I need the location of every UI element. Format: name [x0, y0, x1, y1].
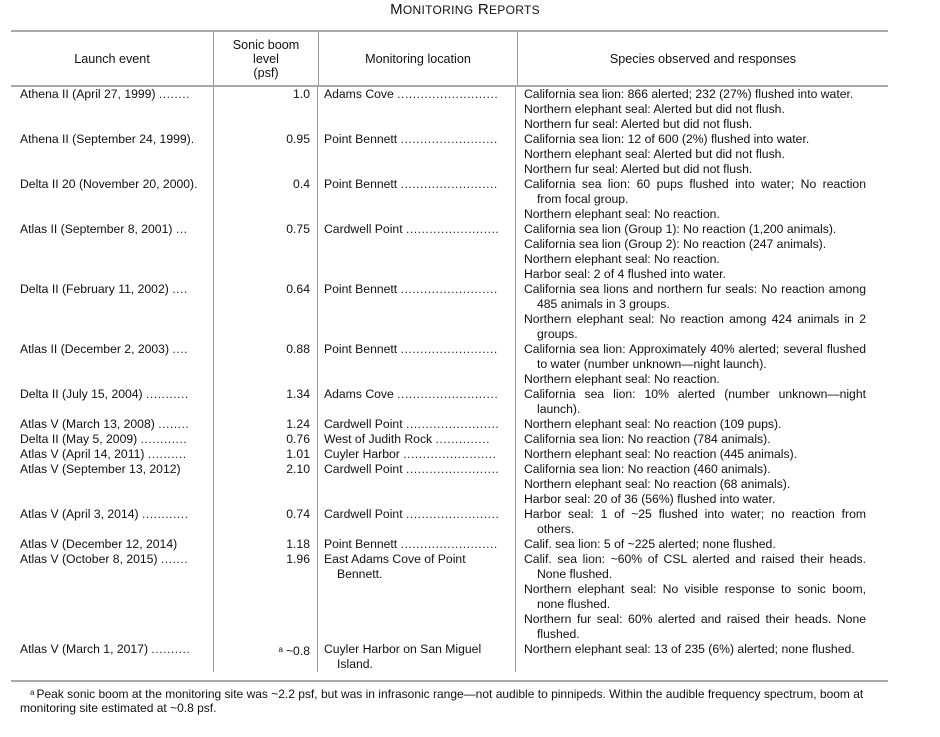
- header-monitoring-location: Monitoring location: [318, 32, 517, 85]
- monitoring-location: [324, 222, 515, 237]
- monitoring-location: [324, 462, 515, 477]
- monitoring-location-cell: [317, 387, 515, 417]
- monitoring-location-cell: [317, 282, 515, 342]
- header-launch-event: Launch event: [74, 51, 150, 66]
- header-line: (psf): [253, 65, 279, 80]
- dot-leader: .........................: [400, 537, 498, 551]
- footnote-marker: a: [30, 688, 35, 697]
- species-responses-cell: [515, 642, 888, 672]
- species-responses-cell: [515, 507, 888, 537]
- monitoring-location-text: Point Bennett: [324, 537, 398, 551]
- species-response: Calif. sea lion: 5 of ~225 alerted; none flushed.: [524, 537, 776, 551]
- table-row: [11, 552, 888, 642]
- launch-event: [20, 537, 207, 552]
- species-responses-cell: [515, 537, 888, 552]
- dot-leader: ........: [158, 87, 190, 101]
- dot-leader: ...: [175, 222, 188, 236]
- launch-event-text: Atlas V (September 13, 2012): [20, 462, 181, 476]
- species-response: California sea lion: No reaction (460 animals).: [524, 462, 771, 476]
- dot-leader: ........................: [403, 447, 497, 461]
- launch-event-text: Athena II (September 24, 1999).: [20, 132, 195, 146]
- monitoring-location-text: Adams Cove: [324, 387, 394, 401]
- sonic-boom-level-cell: [213, 132, 317, 177]
- launch-event-cell: [11, 222, 213, 282]
- launch-event: [20, 642, 207, 657]
- launch-event-cell: [11, 387, 213, 417]
- footnote-divider: [11, 680, 888, 682]
- species-response: California sea lion: 10% alerted (number unknown—night launch).: [524, 387, 866, 416]
- table-header: [11, 32, 888, 87]
- sonic-boom-level-cell: [213, 342, 317, 387]
- monitoring-location-cell: [317, 432, 515, 447]
- monitoring-location: [324, 387, 515, 402]
- launch-event: [20, 432, 207, 447]
- monitoring-location: [324, 432, 515, 447]
- species-response: Northern fur seal: Alerted but did not flush.: [524, 117, 753, 131]
- species-responses-cell: [515, 342, 888, 387]
- launch-event-text: Atlas V (March 13, 2008): [20, 417, 155, 431]
- launch-event-text: Atlas II (September 8, 2001): [20, 222, 173, 236]
- table-row: [11, 132, 888, 177]
- launch-event: [20, 417, 207, 432]
- monitoring-location: [324, 537, 515, 552]
- launch-event-cell: [11, 537, 213, 552]
- launch-event: [20, 462, 207, 477]
- table-row: [11, 387, 888, 417]
- monitoring-location-text: East Adams Cove of Point Bennett.: [324, 552, 466, 581]
- species-response: Calif. sea lion: ~60% of CSL alerted and raised their heads. None flushed.: [524, 552, 866, 581]
- sonic-boom-level: 1.18: [286, 537, 310, 551]
- launch-event-cell: [11, 417, 213, 432]
- launch-event-cell: [11, 642, 213, 672]
- sonic-boom-level-cell: [213, 642, 317, 672]
- monitoring-location: [324, 642, 515, 672]
- dot-leader: ..........................: [397, 87, 499, 101]
- sonic-boom-level: 0.88: [286, 342, 310, 356]
- dot-leader: ............: [140, 432, 188, 446]
- launch-event-cell: [11, 177, 213, 222]
- species-response: Northern elephant seal: No reaction.: [524, 207, 720, 221]
- species-responses-cell: [515, 87, 888, 132]
- species-response: Northern elephant seal: No reaction (68 animals).: [524, 477, 791, 491]
- sonic-boom-level-cell: [213, 537, 317, 552]
- sonic-boom-level-cell: [213, 417, 317, 432]
- monitoring-location-text: Cuyler Harbor on San Miguel Island.: [324, 642, 482, 671]
- title-initial: R: [477, 1, 489, 18]
- species-response: California sea lion: 60 pups flushed into water; No reaction from focal group.: [524, 177, 866, 206]
- sonic-boom-level: 0.95: [286, 132, 310, 146]
- sonic-boom-level: 0.4: [293, 177, 310, 191]
- sonic-boom-level-cell: [213, 177, 317, 222]
- monitoring-location-cell: [317, 132, 515, 177]
- launch-event-text: Delta II (July 15, 2004): [20, 387, 143, 401]
- launch-event-cell: [11, 87, 213, 132]
- species-responses-cell: [515, 447, 888, 462]
- dot-leader: ....: [172, 342, 188, 356]
- dot-leader: ..........................: [397, 387, 499, 401]
- sonic-boom-level-cell: [213, 462, 317, 507]
- table-row: [11, 342, 888, 387]
- sonic-boom-level: 0.64: [286, 282, 310, 296]
- dot-leader: ........: [158, 417, 190, 431]
- launch-event: [20, 87, 207, 102]
- launch-event: [20, 177, 207, 192]
- monitoring-location-text: Adams Cove: [324, 87, 394, 101]
- sonic-boom-level-cell: [213, 432, 317, 447]
- species-responses-cell: [515, 222, 888, 282]
- sonic-boom-level: 2.10: [286, 462, 310, 476]
- species-response: Northern fur seal: Alerted but did not flush.: [524, 162, 753, 176]
- monitoring-location-cell: [317, 552, 515, 642]
- launch-event: [20, 447, 207, 462]
- species-response: California sea lion: 12 of 600 (2%) flushed into water.: [524, 132, 810, 146]
- dot-leader: .........................: [400, 177, 498, 191]
- launch-event: [20, 507, 207, 522]
- sonic-boom-level: 1.0: [293, 87, 310, 101]
- launch-event-text: Atlas II (December 2, 2003): [20, 342, 170, 356]
- species-responses-cell: [515, 417, 888, 432]
- species-response: California sea lion: Approximately 40% alerted; several flushed to water (number unknown—night launch).: [524, 342, 866, 371]
- dot-leader: .........................: [400, 132, 498, 146]
- launch-event-cell: [11, 447, 213, 462]
- monitoring-location: [324, 132, 515, 147]
- dot-leader: .......: [160, 552, 189, 566]
- monitoring-location: [324, 447, 515, 462]
- species-response: Northern elephant seal: Alerted but did not flush.: [524, 147, 785, 161]
- monitoring-location: [324, 177, 515, 192]
- header-line: Sonic boom: [232, 37, 300, 52]
- monitoring-location-text: Point Bennett: [324, 132, 398, 146]
- species-response: Harbor seal: 1 of ~25 flushed into water; no reaction from others.: [524, 507, 866, 536]
- species-response: Northern fur seal: 60% alerted and raised their heads. None flushed.: [524, 612, 866, 641]
- monitoring-location-cell: [317, 507, 515, 537]
- species-response: Northern elephant seal: Alerted but did not flush.: [524, 102, 785, 116]
- sonic-boom-level: 1.34: [286, 387, 310, 401]
- monitoring-location: [324, 552, 515, 582]
- table-row: [11, 417, 888, 432]
- launch-event-text: Atlas V (December 12, 2014): [20, 537, 178, 551]
- sonic-boom-level-cell: [213, 387, 317, 417]
- monitoring-location-text: Point Bennett: [324, 342, 398, 356]
- launch-event-text: Atlas V (October 8, 2015): [20, 552, 158, 566]
- table-row: [11, 642, 888, 672]
- species-responses-cell: [515, 282, 888, 342]
- footnote: [20, 686, 888, 715]
- dot-leader: ..............: [435, 432, 490, 446]
- table-row: [11, 507, 888, 537]
- monitoring-location-cell: [317, 642, 515, 672]
- header-species: Species observed and responses: [517, 32, 888, 85]
- monitoring-location-text: Point Bennett: [324, 177, 398, 191]
- table-row: [11, 447, 888, 462]
- monitoring-location-cell: [317, 177, 515, 222]
- monitoring-location-cell: [317, 462, 515, 507]
- sonic-boom-level-cell: [213, 552, 317, 642]
- dot-leader: ...........: [146, 387, 189, 401]
- monitoring-location-cell: [317, 87, 515, 132]
- species-response: Northern elephant seal: No reaction (445 animals).: [524, 447, 798, 461]
- monitoring-location-cell: [317, 537, 515, 552]
- species-responses-cell: [515, 132, 888, 177]
- table-row: [11, 432, 888, 447]
- species-response: Harbor seal: 20 of 36 (56%) flushed into water.: [524, 492, 776, 506]
- footnote-text: Peak sonic boom at the monitoring site was ~2.2 psf, but was in infrasonic range—not audible to pinnipeds. Within the audible frequency spectrum, boom at monitoring site estimated at ~0.8 psf.: [20, 687, 864, 715]
- dot-leader: ............: [141, 507, 189, 521]
- monitoring-location-cell: [317, 447, 515, 462]
- launch-event: [20, 552, 207, 567]
- launch-event-cell: [11, 282, 213, 342]
- monitoring-location-cell: [317, 342, 515, 387]
- launch-event-text: Atlas V (March 1, 2017): [20, 642, 149, 656]
- sonic-boom-level: ~0.8: [285, 644, 310, 658]
- launch-event: [20, 387, 207, 402]
- monitoring-reports-table: [11, 30, 888, 672]
- launch-event: [20, 222, 207, 237]
- species-responses-cell: [515, 462, 888, 507]
- sonic-boom-level-cell: [213, 507, 317, 537]
- species-responses-cell: [515, 552, 888, 642]
- species-response: Northern elephant seal: No visible response to sonic boom, none flushed.: [524, 582, 866, 611]
- monitoring-location-text: Cardwell Point: [324, 462, 403, 476]
- table-row: [11, 282, 888, 342]
- footnote-reference: a: [278, 645, 283, 654]
- species-response: Northern elephant seal: No reaction (109 pups).: [524, 417, 782, 431]
- sonic-boom-level-cell: [213, 447, 317, 462]
- monitoring-location-text: Point Bennett: [324, 282, 398, 296]
- monitoring-location-text: Cardwell Point: [324, 507, 403, 521]
- launch-event-text: Atlas V (April 14, 2011): [20, 447, 145, 461]
- monitoring-location: [324, 342, 515, 357]
- monitoring-location-cell: [317, 222, 515, 282]
- table-row: [11, 87, 888, 132]
- sonic-boom-level: 0.74: [286, 507, 310, 521]
- launch-event: [20, 132, 207, 147]
- launch-event-cell: [11, 462, 213, 507]
- launch-event-cell: [11, 432, 213, 447]
- species-response: California sea lion (Group 2): No reaction (247 animals).: [524, 237, 827, 251]
- launch-event-cell: [11, 342, 213, 387]
- sonic-boom-level: 1.96: [286, 552, 310, 566]
- dot-leader: ........................: [405, 462, 500, 476]
- sonic-boom-level: 0.75: [286, 222, 310, 236]
- species-response: California sea lion (Group 1): No reaction (1,200 animals).: [524, 222, 837, 236]
- sonic-boom-level-cell: [213, 87, 317, 132]
- species-response: Northern elephant seal: No reaction.: [524, 372, 720, 386]
- title-word: ONITORING: [402, 3, 474, 17]
- species-responses-cell: [515, 387, 888, 417]
- launch-event-text: Athena II (April 27, 1999): [20, 87, 156, 101]
- species-responses-cell: [515, 177, 888, 222]
- species-responses-cell: [515, 432, 888, 447]
- table-row: [11, 222, 888, 282]
- species-response: Northern elephant seal: No reaction among 424 animals in 2 groups.: [524, 312, 866, 341]
- species-response: Harbor seal: 2 of 4 flushed into water.: [524, 267, 726, 281]
- sonic-boom-level-cell: [213, 282, 317, 342]
- launch-event-cell: [11, 507, 213, 537]
- dot-leader: ........................: [405, 222, 500, 236]
- dot-leader: ........................: [405, 507, 500, 521]
- launch-event: [20, 342, 207, 357]
- launch-event-cell: [11, 132, 213, 177]
- monitoring-location: [324, 87, 515, 102]
- table-title: [0, 2, 930, 18]
- species-response: Northern elephant seal: No reaction.: [524, 252, 720, 266]
- monitoring-location-text: Cardwell Point: [324, 417, 403, 431]
- table-row: [11, 177, 888, 222]
- dot-leader: ....: [172, 282, 188, 296]
- species-response: Northern elephant seal: 13 of 235 (6%) alerted; none flushed.: [524, 642, 855, 656]
- launch-event-text: Delta II (February 11, 2002): [20, 282, 169, 296]
- dot-leader: ..........: [151, 642, 191, 656]
- monitoring-location-text: Cardwell Point: [324, 222, 403, 236]
- sonic-boom-level: 1.24: [286, 417, 310, 431]
- sonic-boom-level-cell: [213, 222, 317, 282]
- monitoring-location: [324, 282, 515, 297]
- monitoring-location-text: West of Judith Rock: [324, 432, 433, 446]
- title-word: EPORTS: [488, 3, 540, 17]
- header-line: level: [253, 51, 279, 66]
- launch-event: [20, 282, 207, 297]
- table-body: [11, 87, 888, 672]
- species-response: California sea lion: 866 alerted; 232 (27%) flushed into water.: [524, 87, 854, 101]
- table-row: [11, 537, 888, 552]
- species-response: California sea lion: No reaction (784 animals).: [524, 432, 771, 446]
- monitoring-location: [324, 507, 515, 522]
- launch-event-text: Atlas V (April 3, 2014): [20, 507, 139, 521]
- sonic-boom-level: 0.76: [286, 432, 310, 446]
- launch-event-text: Delta II (May 5, 2009): [20, 432, 138, 446]
- species-response: California sea lions and northern fur seals: No reaction among 485 animals in 3 groups.: [524, 282, 866, 311]
- launch-event-cell: [11, 552, 213, 642]
- header-sonic-boom-level: [213, 32, 318, 85]
- dot-leader: ........................: [405, 417, 500, 431]
- launch-event-text: Delta II 20 (November 20, 2000).: [20, 177, 198, 191]
- dot-leader: .........................: [400, 342, 498, 356]
- monitoring-location: [324, 417, 515, 432]
- dot-leader: .........................: [400, 282, 498, 296]
- dot-leader: ..........: [147, 447, 187, 461]
- monitoring-location-text: Cuyler Harbor: [324, 447, 400, 461]
- monitoring-location-cell: [317, 417, 515, 432]
- table-row: [11, 462, 888, 507]
- title-initial: M: [390, 1, 403, 18]
- sonic-boom-level: 1.01: [286, 447, 310, 461]
